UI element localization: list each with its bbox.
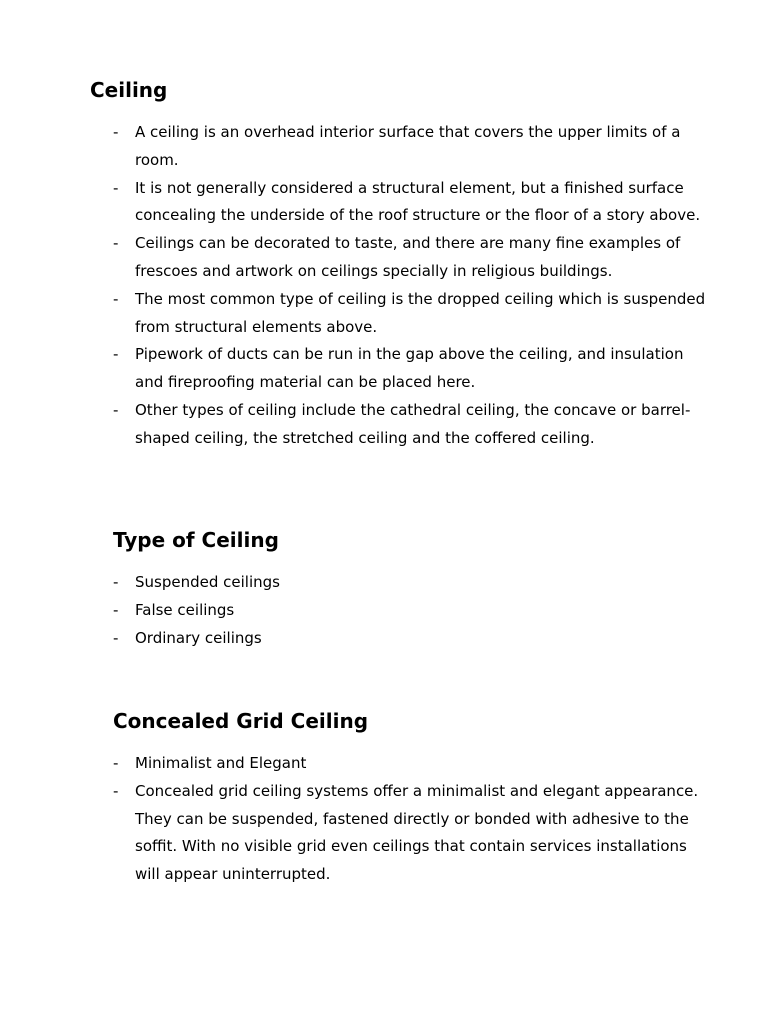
dash-bullet: - [113, 400, 119, 419]
list-item-text: Minimalist and Elegant [135, 754, 307, 772]
list-item-text: The most common type of ceiling is the dropped ceiling which is suspended from structural elements above. [135, 289, 706, 336]
dash-bullet: - [113, 234, 119, 253]
list-item-text: False ceilings [135, 600, 235, 619]
list-item [113, 119, 713, 175]
dash-bullet: - [113, 573, 119, 591]
list-item [113, 175, 713, 231]
list-item [113, 750, 713, 778]
types-bullet-list [113, 569, 713, 652]
concealed-grid-bullet-list [113, 750, 713, 889]
list-item [113, 397, 713, 453]
dash-bullet: - [113, 754, 119, 772]
list-item [113, 230, 713, 286]
list-item-text: It is not generally considered a structural element, but a finished surface concealing the underside of the roof structure or the floor of a story above. [135, 178, 701, 225]
section-heading-types: Type of Ceiling [113, 528, 279, 552]
list-item [113, 597, 713, 625]
list-item-text: Ceilings can be decorated to taste, and there are many fine examples of frescoes and artwork on ceilings specially in religious buildings. [135, 234, 681, 280]
list-item [113, 286, 713, 342]
list-item-text: Other types of ceiling include the cathedral ceiling, the concave or barrel-shaped ceiling, the stretched ceiling and the coffered ceiling. [135, 400, 691, 447]
ceiling-bullet-list [113, 119, 713, 453]
list-item-text: Suspended ceilings [135, 573, 280, 591]
section-heading-concealed-grid: Concealed Grid Ceiling [113, 709, 369, 733]
dash-bullet: - [113, 628, 119, 647]
dash-bullet: - [113, 178, 119, 197]
list-item-text: Ordinary ceilings [135, 628, 262, 647]
list-item-text: A ceiling is an overhead interior surface that covers the upper limits of a room. [135, 123, 681, 169]
dash-bullet: - [113, 600, 119, 619]
section-heading-ceiling: Ceiling [90, 78, 168, 102]
dash-bullet: - [113, 345, 119, 364]
list-item-text: Pipework of ducts can be run in the gap above the ceiling, and insulation and fireproofing material can be placed here. [135, 345, 684, 392]
dash-bullet: - [113, 289, 119, 308]
list-item-text: Concealed grid ceiling systems offer a minimalist and elegant appearance. They can be suspended, fastened directly or bonded with adhesive to the soffit. With no visible grid even ceilings that contain services installations will appear uninterrupted. [135, 781, 699, 884]
list-item [113, 625, 713, 653]
dash-bullet: - [113, 123, 119, 141]
list-item [113, 341, 713, 397]
list-item [113, 569, 713, 597]
list-item [113, 778, 713, 889]
dash-bullet: - [113, 781, 119, 800]
